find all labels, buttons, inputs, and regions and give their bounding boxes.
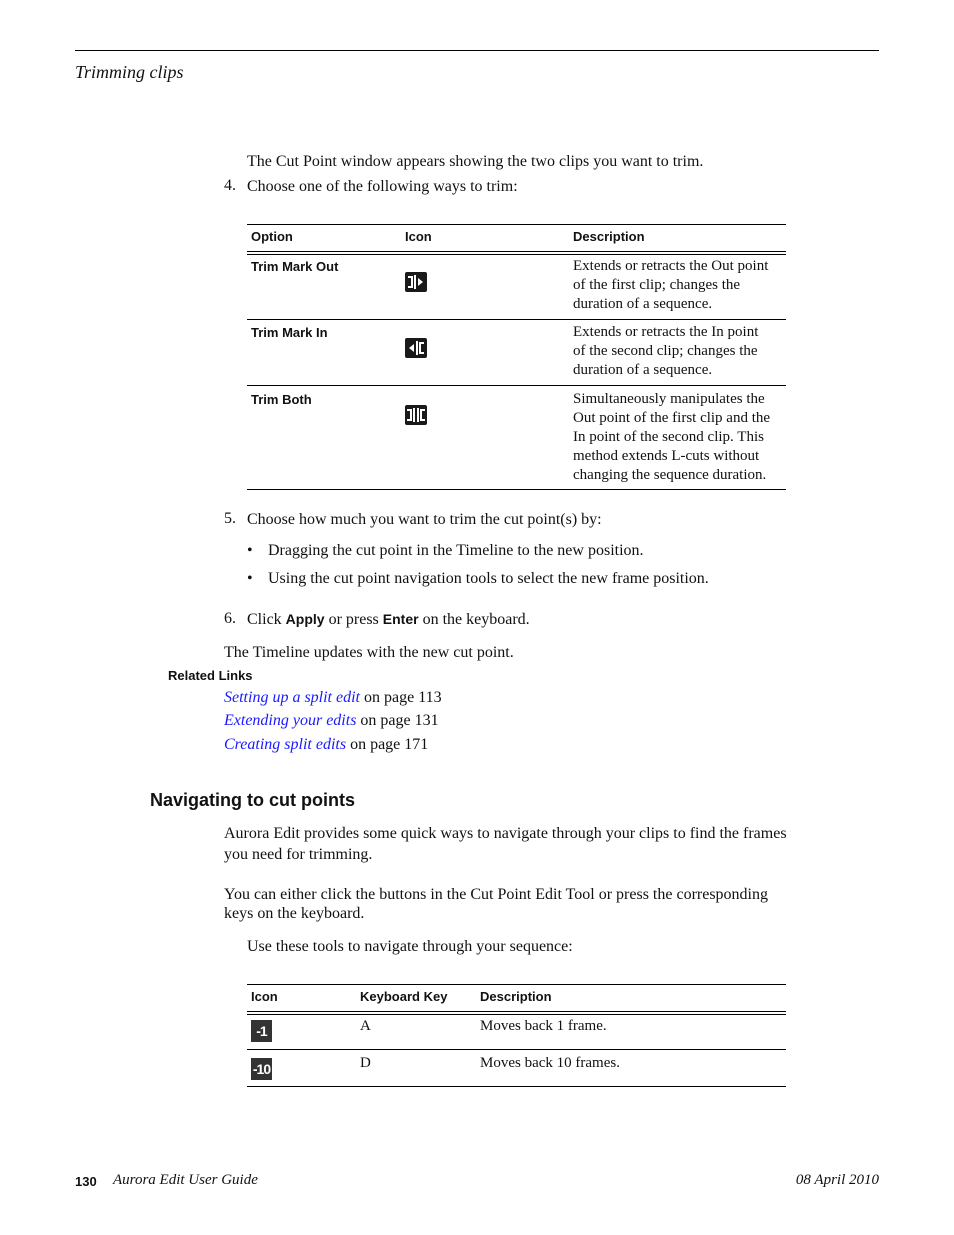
bullet-marker: •: [247, 542, 253, 559]
option-name: Trim Both: [251, 392, 312, 407]
footer-title: Aurora Edit User Guide: [113, 1172, 258, 1188]
table-header-key: Keyboard Key: [360, 989, 448, 1004]
footer-date: 08 April 2010: [795, 1172, 879, 1188]
table-header-description: Description: [573, 229, 645, 244]
paragraph: You can either click the buttons in the Cut Point Edit Tool or press the corresponding keys on the keyboard.: [224, 886, 768, 922]
page-number: 130: [75, 1174, 97, 1189]
paragraph: Use these tools to navigate through your sequence:: [247, 938, 573, 955]
section-header: Trimming clips: [75, 62, 184, 82]
option-name: Trim Mark In: [251, 325, 328, 340]
table-header-option: Option: [251, 229, 293, 244]
related-link-row: Creating split edits on page 171: [224, 736, 429, 753]
apply-label: Apply: [285, 611, 325, 627]
step-number: 6.: [224, 610, 236, 627]
navigation-keys-table: [247, 984, 786, 1090]
table-header-icon: Icon: [405, 229, 432, 244]
option-name: Trim Mark Out: [251, 259, 339, 274]
bullet-item: Using the cut point navigation tools to select the new frame position.: [268, 570, 709, 587]
back-10-frames-icon: -10: [251, 1058, 272, 1080]
option-description: Simultaneously manipulates the Out point of the first clip and the In point of the second clip. This method extends L-cuts without changing the sequence duration.: [573, 391, 771, 483]
keyboard-key: A: [360, 1018, 371, 1034]
key-description: Moves back 1 frame.: [480, 1018, 607, 1034]
intro-text: The Cut Point window appears showing the two clips you want to trim.: [247, 153, 704, 170]
trim-options-table: [247, 224, 786, 492]
step-number: 5.: [224, 510, 236, 527]
table-header-description: Description: [480, 989, 552, 1004]
related-links-heading: Related Links: [168, 668, 253, 683]
related-link[interactable]: Creating split edits: [224, 736, 347, 753]
paragraph: Aurora Edit provides some quick ways to navigate through your clips to find the frames you need for trimming.: [224, 825, 787, 863]
step-text: Choose one of the following ways to trim:: [247, 178, 518, 195]
section-title: Navigating to cut points: [150, 790, 355, 810]
related-link-row: Setting up a split edit on page 113: [224, 689, 442, 706]
option-description: Extends or retracts the In point of the second clip; changes the duration of a sequence.: [573, 324, 759, 378]
back-1-frame-icon: -1: [251, 1020, 272, 1042]
trim-mark-in-icon: [405, 338, 427, 358]
table-header-icon: Icon: [251, 989, 278, 1004]
result-text: The Timeline updates with the new cut point.: [224, 644, 514, 661]
step-text: Click Apply or press Enter on the keyboard.: [247, 611, 530, 628]
related-link[interactable]: Setting up a split edit: [224, 689, 360, 706]
step-number: 4.: [224, 177, 236, 194]
bullet-marker: •: [247, 570, 253, 587]
trim-mark-out-icon: [405, 272, 427, 292]
step-text: Choose how much you want to trim the cut point(s) by:: [247, 511, 602, 528]
key-description: Moves back 10 frames.: [480, 1055, 620, 1071]
enter-key-label: Enter: [382, 611, 419, 627]
related-link[interactable]: Extending your edits: [224, 712, 357, 729]
bullet-item: Dragging the cut point in the Timeline to the new position.: [268, 542, 644, 559]
keyboard-key: D: [360, 1055, 371, 1071]
related-link-row: Extending your edits on page 131: [224, 712, 439, 729]
header-rule: [75, 50, 879, 51]
option-description: Extends or retracts the Out point of the first clip; changes the duration of a sequence.: [573, 258, 769, 312]
trim-both-icon: [405, 405, 427, 425]
